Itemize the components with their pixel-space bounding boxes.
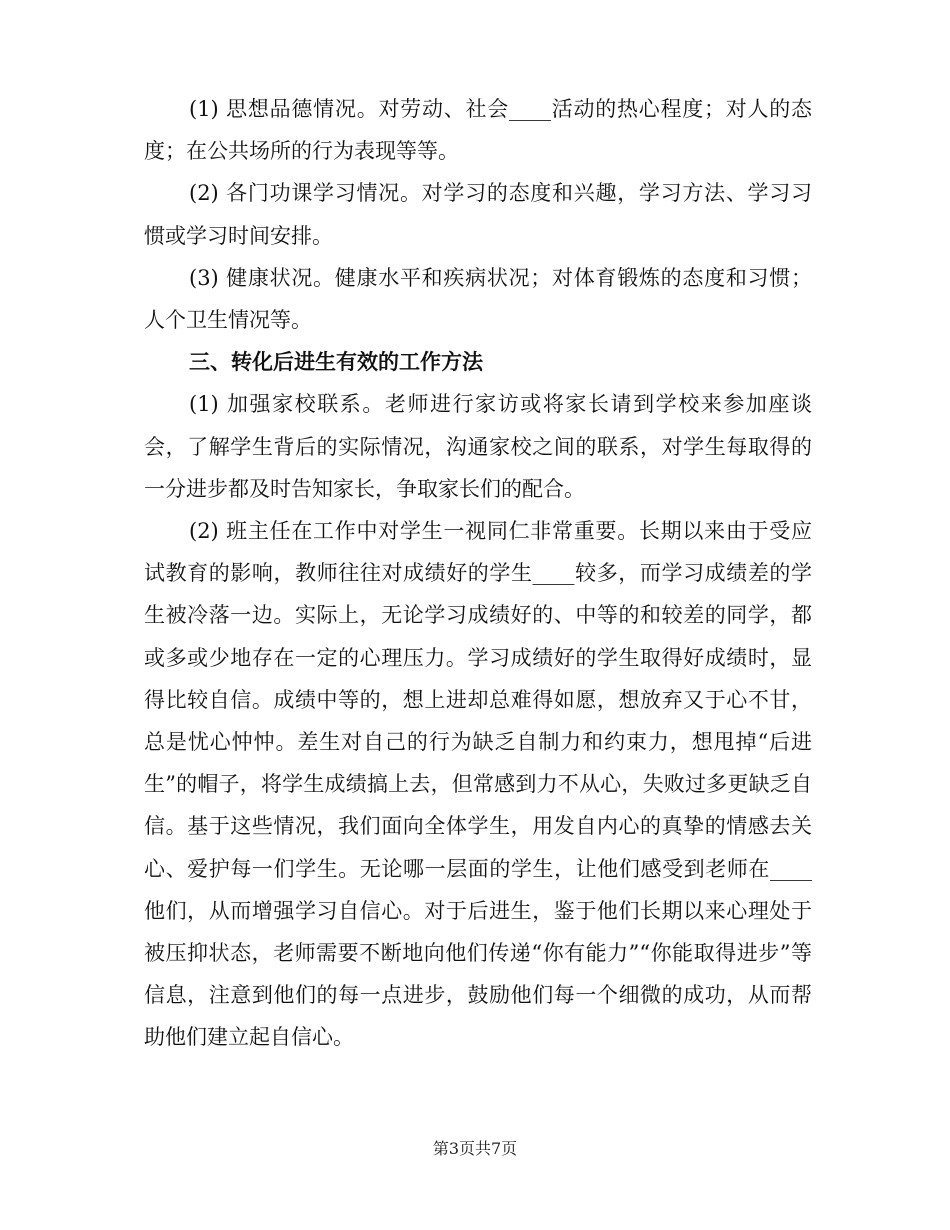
paragraph-study-status: (2) 各门功课学习情况。对学习的态度和兴趣，学习方法、学习习惯或学习时间安排。 (144, 181, 812, 248)
section-heading: 三、转化后进生有效的工作方法 (189, 350, 483, 375)
document-body (144, 88, 812, 1059)
paragraph-health-status: (3) 健康状况。健康水平和疾病状况；对体育锻炼的态度和习惯；人个卫生情况等。 (144, 265, 812, 333)
page-number: 第3页共7页 (432, 1139, 518, 1158)
paragraph-moral-conduct: (1) 思想品德情况。对劳动、社会____活动的热心程度；对人的态度；在公共场所的行为表现等等。 (144, 97, 812, 164)
paragraph-home-school: (1) 加强家校联系。老师进行家访或将家长请到学校来参加座谈会，了解学生背后的实际情况，沟通家校之间的联系，对学生每取得的一分进步都及时告知家长，争取家长们的配合。 (144, 392, 812, 501)
paragraph-equal-treatment: (2) 班主任在工作中对学生一视同仁非常重要。长期以来由于受应试教育的影响，教师往往对成绩好的学生____较多，而学习成绩差的学生被冷落一边。实际上，无论学习成绩好的、中等的和较差的同学，都或多或少地存在一定的心理压力。学习成绩好的学生取得好成绩时，显得比较自信。成绩中等的，想上进却总难得如愿，想放弃又于心不甘，总是忧心忡忡。差生对自己的行为缺乏自制力和约束力，想甩掉“后进生”的帽子，将学生成绩搞上去，但常感到力不从心，失败过多更缺乏自信。基于这些情况，我们面向全体学生，用发自内心的真挚的情感去关心、爱护每一们学生。无论哪一层面的学生，让他们感受到老师在____他们，从而增强学习自信心。对于后进生，鉴于他们长期以来心理处于被压抑状态，老师需要不断地向他们传递“你有能力”“你能取得进步”等信息，注意到他们的每一点进步，鼓励他们每一个细微的成功，从而帮助他们建立起自信心。 (144, 519, 812, 1050)
